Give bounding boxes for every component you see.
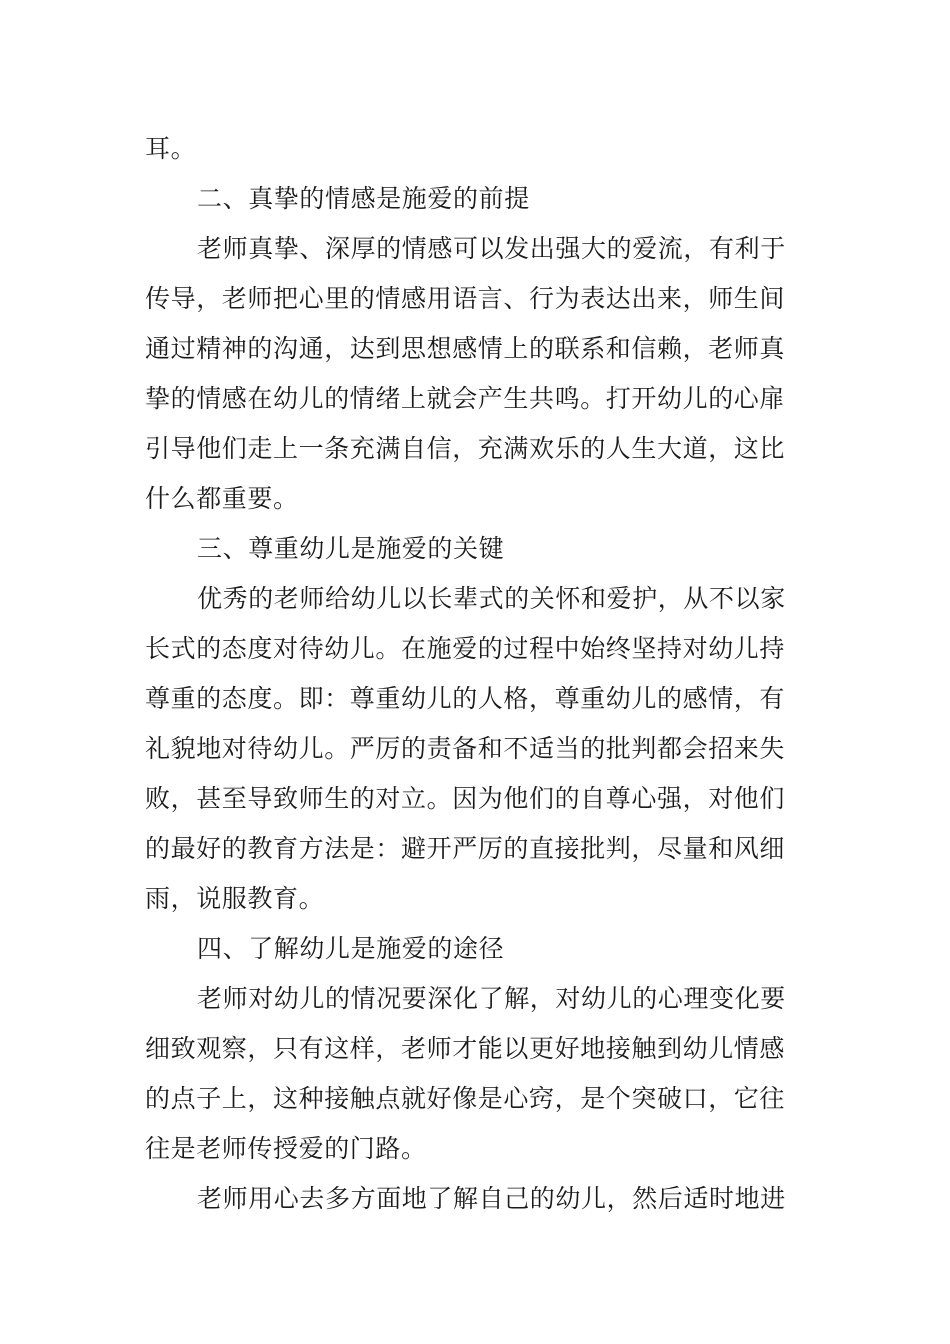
text-line: 细致观察，只有这样，老师才能以更好地接触到幼儿情感 bbox=[145, 1034, 786, 1063]
document-body bbox=[145, 124, 805, 1224]
section-heading: 二、真挚的情感是施爱的前提 bbox=[197, 184, 530, 213]
text-line: 的点子上，这种接触点就好像是心窍，是个突破口，它往 bbox=[145, 1084, 786, 1113]
text-line: 挚的情感在幼儿的情绪上就会产生共鸣。打开幼儿的心扉 bbox=[145, 384, 786, 413]
section-heading: 三、尊重幼儿是施爱的关键 bbox=[197, 534, 505, 563]
text-line: 优秀的老师给幼儿以长辈式的关怀和爱护，从不以家 bbox=[197, 584, 786, 613]
text-line: 往是老师传授爱的门路。 bbox=[145, 1134, 427, 1163]
text-line: 引导他们走上一条充满自信，充满欢乐的人生大道，这比 bbox=[145, 434, 786, 463]
text-line: 礼貌地对待幼儿。严厉的责备和不适当的批判都会招来失 bbox=[145, 734, 786, 763]
text-line: 尊重的态度。即：尊重幼儿的人格，尊重幼儿的感情，有 bbox=[145, 684, 786, 713]
text-line: 老师真挚、深厚的情感可以发出强大的爱流，有利于 bbox=[197, 234, 786, 263]
text-line: 雨，说服教育。 bbox=[145, 884, 325, 913]
section-heading: 四、了解幼儿是施爱的途径 bbox=[197, 934, 505, 963]
text-line: 通过精神的沟通，达到思想感情上的联系和信赖，老师真 bbox=[145, 334, 786, 363]
text-line: 老师用心去多方面地了解自己的幼儿，然后适时地进 bbox=[197, 1184, 786, 1213]
text-line: 的最好的教育方法是：避开严厉的直接批判，尽量和风细 bbox=[145, 834, 786, 863]
text-line: 什么都重要。 bbox=[145, 484, 299, 513]
text-line: 败，甚至导致师生的对立。因为他们的自尊心强，对他们 bbox=[145, 784, 786, 813]
text-line: 传导，老师把心里的情感用语言、行为表达出来，师生间 bbox=[145, 284, 786, 313]
text-line: 老师对幼儿的情况要深化了解，对幼儿的心理变化要 bbox=[197, 984, 786, 1013]
text-line: 耳。 bbox=[145, 134, 197, 163]
text-line: 长式的态度对待幼儿。在施爱的过程中始终坚持对幼儿持 bbox=[145, 634, 786, 663]
